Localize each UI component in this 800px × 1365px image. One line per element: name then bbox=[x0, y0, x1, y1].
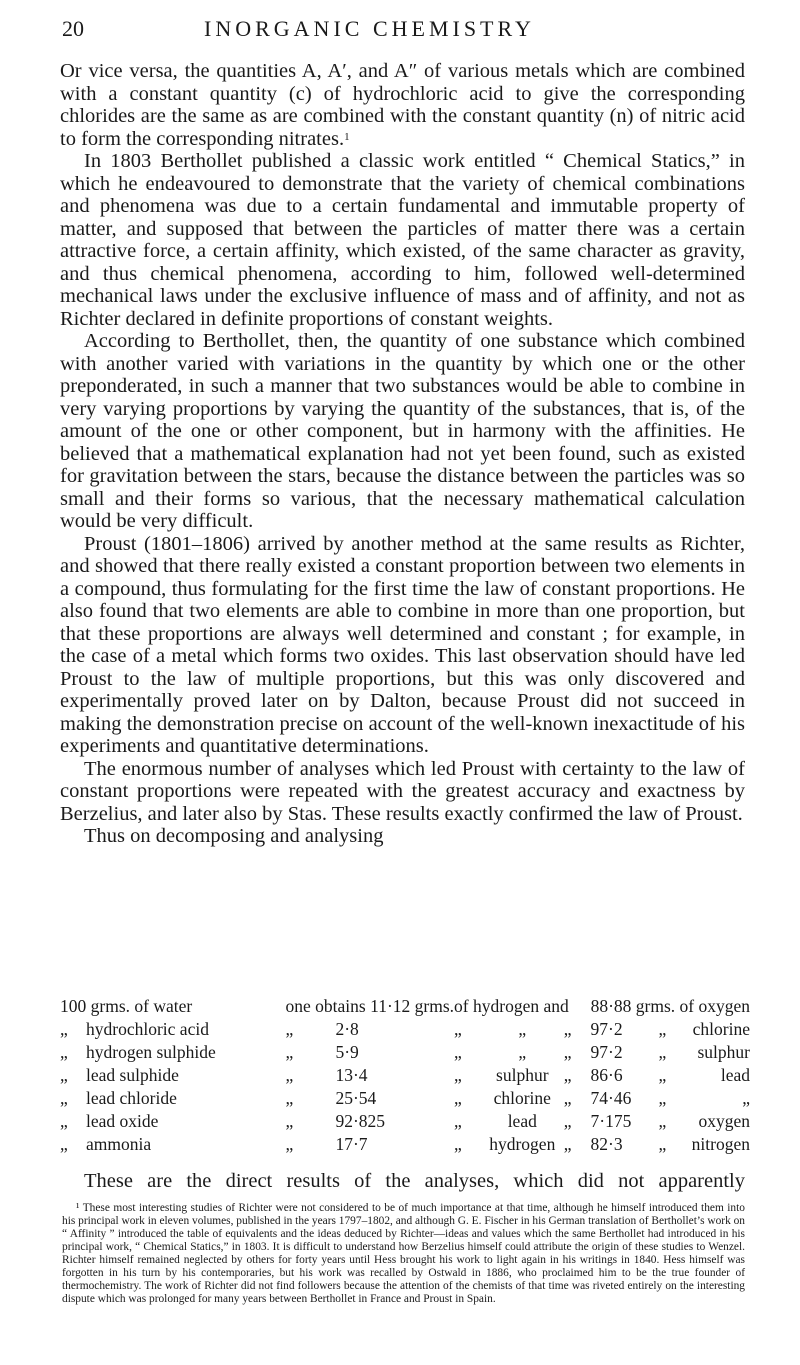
table-cell-substance: hydrochloric acid bbox=[86, 1019, 209, 1039]
paragraph-6: Thus on decomposing and analysing bbox=[84, 825, 384, 847]
table-cell-q3: „ bbox=[454, 1134, 462, 1154]
table-cell-substance: hydrogen sulphide bbox=[86, 1042, 216, 1062]
table-cell bbox=[60, 996, 286, 1019]
table-cell-substance: lead oxide bbox=[86, 1111, 159, 1131]
table-cell-amount2: 82·3 bbox=[590, 1134, 623, 1154]
table-cell-amount2: 97·2 bbox=[590, 1042, 623, 1062]
table-cell-element2: oxygen bbox=[698, 1111, 750, 1131]
table-cell-q5: „ bbox=[658, 1088, 667, 1108]
table-row bbox=[60, 1134, 750, 1157]
table-cell-amount1: 2·8 bbox=[335, 1019, 359, 1039]
paragraph-3: According to Berthollet, then, the quantity of one substance which combined with another varied with variations in the quantity by which one or the other preponderated, in such a manner that two substances would be able to combine in very varying proportions by varying the quantity of the substances, that is, of the amount of the one or other component, but in harmony with the affinities. He believed that a mathematical explanation had not yet been found, such as existed for gravitation between the stars, because the distance between the particles was so small and their forms so various, that the necessary mathematical calculation would be very difficult. bbox=[60, 330, 745, 532]
table-cell-q5: „ bbox=[658, 1019, 667, 1039]
table-cell-q5: „ bbox=[658, 1042, 667, 1062]
table-cell-q4: „ bbox=[563, 1111, 572, 1131]
table-cell-element1: lead bbox=[507, 1111, 537, 1131]
table-header-cell: of hydrogen bbox=[454, 996, 540, 1016]
table-cell-element2: „ bbox=[742, 1088, 750, 1108]
table-cell bbox=[454, 996, 590, 1019]
table-cell-q5: „ bbox=[658, 1065, 667, 1085]
table-cell-q3: „ bbox=[454, 1111, 462, 1131]
paragraph-5: The enormous number of analyses which led Proust with certainty to the law of constant proportions were repeated with the greatest accuracy and exactness by Berzelius, and later also by Stas. These results exactly confirmed the law of Proust. bbox=[60, 757, 745, 825]
table-cell-amount1: 25·54 bbox=[335, 1088, 377, 1108]
table-cell-q1: „ bbox=[60, 1134, 68, 1154]
footnote-paragraph bbox=[62, 1202, 745, 1306]
table-cell-q2: „ bbox=[285, 1042, 294, 1062]
table-cell-q1: „ bbox=[60, 1019, 68, 1039]
table-cell-q4: „ bbox=[563, 1134, 572, 1154]
table-cell-substance: ammonia bbox=[86, 1134, 152, 1154]
table-cell-q1: „ bbox=[60, 1042, 68, 1062]
table-cell bbox=[591, 996, 750, 1019]
table-cell-q2: „ bbox=[285, 1019, 294, 1039]
table-row bbox=[60, 1042, 750, 1065]
table-row bbox=[60, 1065, 750, 1088]
table-cell-q4: „ bbox=[563, 1065, 572, 1085]
table-cell-q3: „ bbox=[454, 1042, 462, 1062]
running-title: INORGANIC CHEMISTRY bbox=[204, 16, 535, 41]
table-cell bbox=[286, 996, 455, 1019]
body-text bbox=[60, 60, 745, 848]
table-row bbox=[60, 1111, 750, 1134]
table-cell-q2: „ bbox=[285, 1111, 294, 1131]
table-cell-q3: „ bbox=[454, 1019, 462, 1039]
analysis-table bbox=[60, 996, 750, 1157]
table-cell-q3: „ bbox=[454, 1088, 462, 1108]
paragraph-4: Proust (1801–1806) arrived by another method at the same results as Richter, and showed that there really existed a constant proportion between two elements in a compound, thus formulating for the first time the law of constant proportions. He also found that two elements are able to combine in more than one proportion, but that these proportions are always well determined and constant ; for example, in the case of a metal which forms two oxides. This last observation should have led Proust to the law of multiple proportions, but this was only discovered and experimentally proved later on by Dalton, because Proust did not succeed in making the demonstration precise on account of the well-known inexactitude of his experiments and quantitative determinations. bbox=[60, 532, 745, 757]
table-row bbox=[60, 1019, 750, 1042]
table-header-cell: of oxygen bbox=[679, 996, 750, 1016]
table-cell-amount2: 97·2 bbox=[590, 1019, 623, 1039]
table-cell-element1: hydrogen bbox=[489, 1134, 556, 1154]
table-row bbox=[60, 1088, 750, 1111]
table-header-cell: 11·12 grms. bbox=[370, 996, 455, 1016]
footnote bbox=[62, 1202, 745, 1306]
table-cell-q4: „ bbox=[563, 1019, 572, 1039]
table-cell-q4: „ bbox=[563, 1088, 572, 1108]
page-number: 20 bbox=[62, 16, 84, 41]
page-header bbox=[62, 14, 744, 46]
footnote-marker: ¹ bbox=[76, 1202, 80, 1214]
table-cell-element2: lead bbox=[720, 1065, 750, 1085]
table-cell-q1: „ bbox=[60, 1111, 68, 1131]
table-cell-amount1: 92·825 bbox=[335, 1111, 386, 1131]
table-header-cell: one obtains bbox=[285, 996, 366, 1016]
table-cell-element1: „ bbox=[518, 1019, 527, 1039]
table-header-cell: water bbox=[153, 996, 193, 1016]
table-cell-amount2: 86·6 bbox=[590, 1065, 623, 1085]
table-cell-q2: „ bbox=[285, 1065, 294, 1085]
table-cell-substance: lead sulphide bbox=[86, 1065, 179, 1085]
paragraph-1-text: Or vice versa, the quantities A, A′, and A″ of various metals which are combined with a constant quantity (c) of hydrochloric acid to give the corresponding chlorides are the same as are combined with the constant quantity (n) of nitric acid to form the corresponding nitrates. bbox=[60, 60, 745, 150]
table-cell-q5: „ bbox=[658, 1134, 667, 1154]
table-cell-element1: „ bbox=[518, 1042, 527, 1062]
table-row bbox=[60, 996, 750, 1019]
table-header-cell: 88·88 grms. bbox=[590, 996, 676, 1016]
table-cell-q5: „ bbox=[658, 1111, 667, 1131]
table-cell-element1: sulphur bbox=[496, 1065, 549, 1085]
table-cell-q1: „ bbox=[60, 1065, 68, 1085]
table-cell-q1: „ bbox=[60, 1088, 68, 1108]
table-cell-q2: „ bbox=[285, 1088, 294, 1108]
footnote-text: These most interesting studies of Richter were not considered to be of much importance at that time, although he himself introduced them into his principal work in eleven volumes, published in the years 1797–1802, and although G. E. Fischer in his German translation of Berthollet’s work on “ Affinity ” introduced the table of equivalents and the ideas deduced by Richter—ideas and values which the same Berthollet had introduced in his principal work, “ Chemical Statics,” in 1803. It is difficult to understand how Berzelius himself could attribute the origin of these studies to Wenzel. Richter himself remained neglected by others for forty years until Hess brought his work to light again in his writings in 1840. Hess himself was forgotten in his turn by his contemporaries, but his work was recalled by Ostwald in 1886, who proclaimed him to be the true founder of thermochemistry. The work of Richter did not find followers because the attention of the chemists of that time was riveted entirely on the interesting dispute which was prolonged for many years between Berthollet in France and Proust in Spain. bbox=[62, 1202, 745, 1305]
continuation-line: These are the direct results of the analyses, which did not apparently bbox=[84, 1170, 745, 1192]
table-cell-amount2: 74·46 bbox=[590, 1088, 632, 1108]
paragraph-2: In 1803 Berthollet published a classic work entitled “ Chemical Statics,” in which he endeavoured to demonstrate that the variety of chemical combinations and phenomena was due to a certain fundamental and immutable property of matter, and supposed that between the particles of matter there was a certain attractive force, a certain affinity, which existed, of the same character as gravity, and thus chemical phenomena, according to him, followed well-determined mechanical laws under the exclusive influence of mass and of affinity, and not as Richter declared in definite proportions of constant weights. bbox=[60, 150, 745, 330]
table-cell-q4: „ bbox=[563, 1042, 572, 1062]
footnote-reference: 1 bbox=[344, 130, 350, 143]
table-header-cell: 100 grms. of bbox=[60, 996, 149, 1016]
paragraph-1 bbox=[60, 60, 745, 150]
table-cell-amount1: 5·9 bbox=[335, 1042, 359, 1062]
table-cell-substance: lead chloride bbox=[86, 1088, 177, 1108]
table-cell-element1: chlorine bbox=[493, 1088, 551, 1108]
table-header-cell: and bbox=[543, 996, 569, 1016]
table-cell-element2: nitrogen bbox=[691, 1134, 750, 1154]
table-cell-element2: sulphur bbox=[697, 1042, 750, 1062]
table-cell-q2: „ bbox=[285, 1134, 294, 1154]
table-cell-q3: „ bbox=[454, 1065, 462, 1085]
table-cell-amount1: 17·7 bbox=[335, 1134, 368, 1154]
table-cell-amount1: 13·4 bbox=[335, 1065, 368, 1085]
table-cell-amount2: 7·175 bbox=[590, 1111, 632, 1131]
table-cell-element2: chlorine bbox=[692, 1019, 750, 1039]
